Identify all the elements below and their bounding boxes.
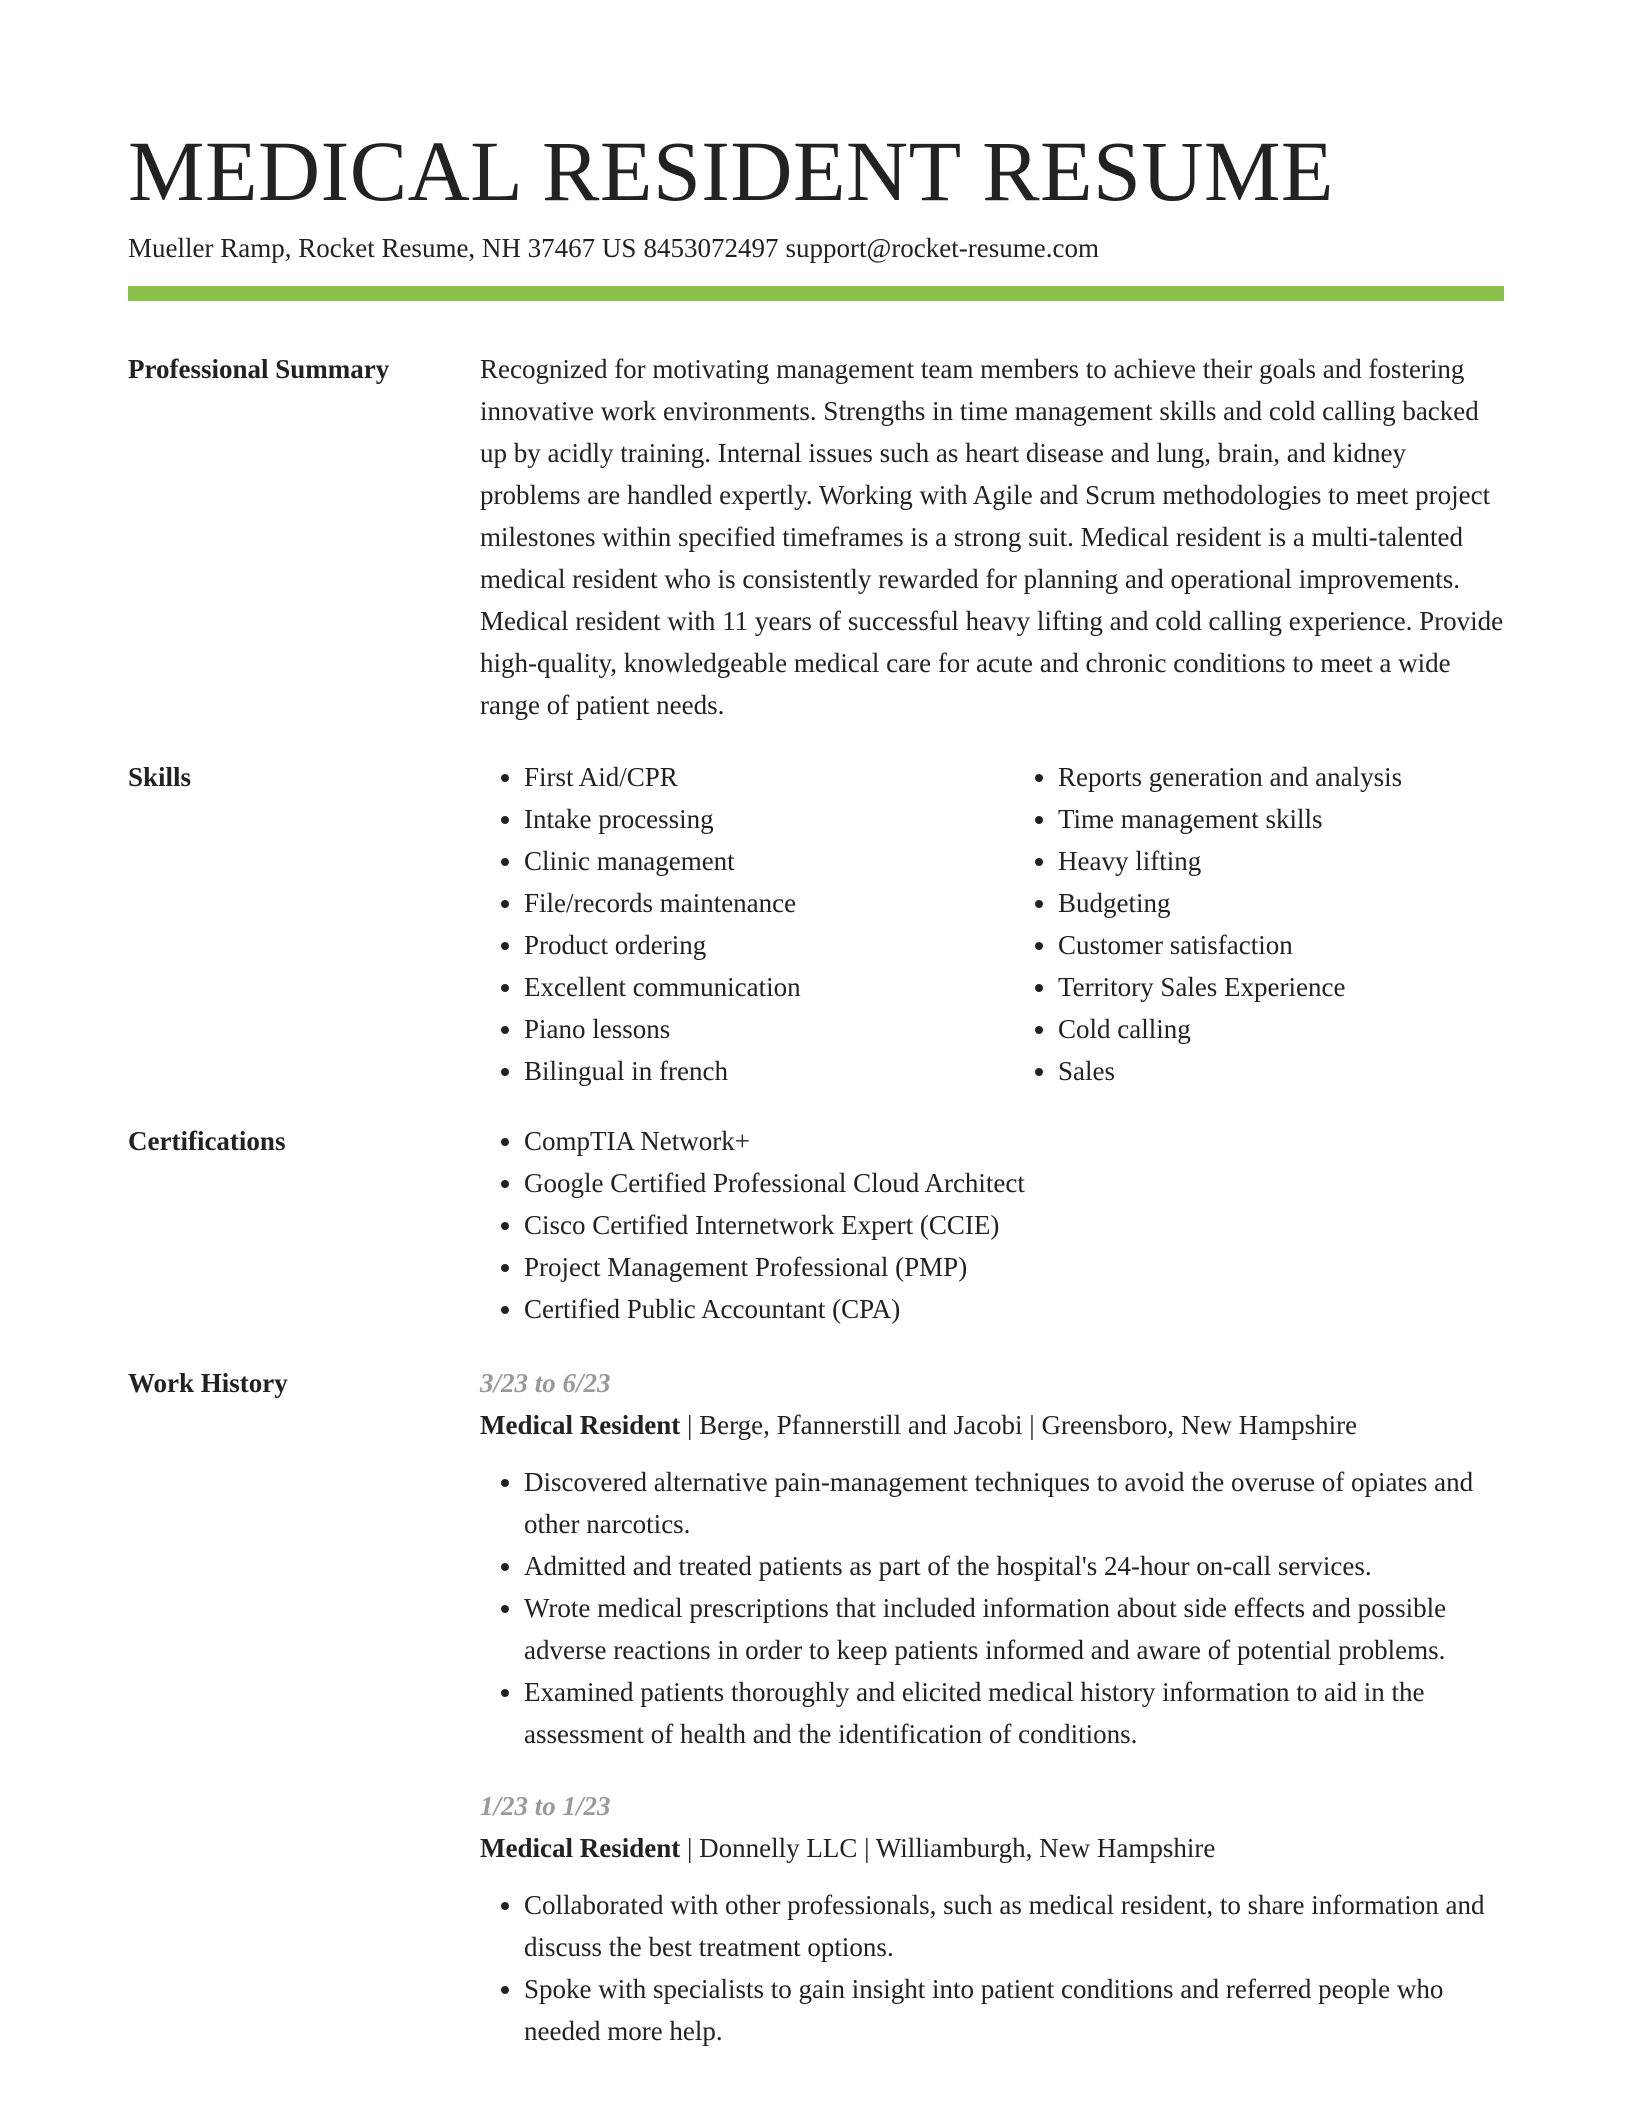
contact-address: Mueller Ramp, Rocket Resume, NH 37467 US	[128, 233, 637, 263]
job-dates: 1/23 to 1/23	[480, 1791, 611, 1821]
job-bullet: • Spoke with specialists to gain insight into patient conditions and referred people who needed more help.	[524, 1968, 1504, 2052]
job-dates: 3/23 to 6/23	[480, 1368, 611, 1398]
certifications-label: Certifications	[128, 1126, 286, 1156]
skill-item: • Reports generation and analysis	[1058, 756, 1504, 798]
skills-body	[480, 756, 1504, 1092]
summary-text: Recognized for motivating management team members to achieve their goals and fostering innovative work environments. Strengths in time management skills and cold calling backed up by acidly training. Internal issues such as heart disease and lung, brain, and kidney problems are handled expertly. Working with Agile and Scrum methodologies to meet project milestones within specified timeframes is a strong suit. Medical resident is a multi-talented medical resident who is consistently rewarded for planning and operational improvements. Medical resident with 11 years of successful heavy lifting and cold calling experience. Provide high-quality, knowledgeable medical care for acute and chronic conditions to meet a wide range of patient needs.	[480, 354, 1504, 720]
job-bullets	[480, 1461, 1504, 1755]
job-entry	[480, 1785, 1504, 2052]
job-bullet: • Admitted and treated patients as part of the hospital's 24-hour on-call services.	[524, 1545, 1504, 1587]
skill-item: • Excellent communication	[524, 966, 970, 1008]
header-divider	[128, 286, 1504, 301]
skill-item: • Cold calling	[1058, 1008, 1504, 1050]
skill-item: • First Aid/CPR	[524, 756, 970, 798]
skill-item: • Product ordering	[524, 924, 970, 966]
certification-item: • Google Certified Professional Cloud Architect	[524, 1162, 1504, 1204]
work-history-body	[480, 1362, 1504, 2082]
certifications-list	[480, 1120, 1504, 1330]
skill-item: • Bilingual in french	[524, 1050, 970, 1092]
skill-item: • Piano lessons	[524, 1008, 970, 1050]
job-bullet: • Examined patients thoroughly and elicited medical history information to aid in the assessment of health and the identification of conditions.	[524, 1671, 1504, 1755]
job-heading	[480, 1404, 1504, 1446]
certification-item: • Certified Public Accountant (CPA)	[524, 1288, 1504, 1330]
skill-item: • Time management skills	[1058, 798, 1504, 840]
job-title: Medical Resident	[480, 1410, 681, 1440]
certification-item: • Project Management Professional (PMP)	[524, 1246, 1504, 1288]
summary-label: Professional Summary	[128, 354, 390, 384]
resume-title: MEDICAL RESIDENT RESUME	[128, 123, 1334, 219]
job-details: | Berge, Pfannerstill and Jacobi | Greensboro, New Hampshire	[680, 1410, 1358, 1440]
job-bullet: • Discovered alternative pain-management techniques to avoid the overuse of opiates and other narcotics.	[524, 1461, 1504, 1545]
skill-item: • Territory Sales Experience	[1058, 966, 1504, 1008]
certifications-body	[480, 1120, 1504, 1330]
job-bullets	[480, 1884, 1504, 2052]
contact-phone: 8453072497	[643, 233, 779, 263]
skill-item: • Customer satisfaction	[1058, 924, 1504, 966]
work-history-label: Work History	[128, 1368, 288, 1398]
job-entry	[480, 1362, 1504, 1755]
job-details: | Donnelly LLC | Williamburgh, New Hampshire	[680, 1833, 1216, 1863]
certification-item: • Cisco Certified Internetwork Expert (CCIE)	[524, 1204, 1504, 1246]
job-heading	[480, 1827, 1504, 1869]
skills-list-1	[480, 756, 970, 1092]
skills-label: Skills	[128, 762, 192, 792]
job-title: Medical Resident	[480, 1833, 681, 1863]
job-bullet: • Wrote medical prescriptions that included information about side effects and possible adverse reactions in order to keep patients informed and aware of potential problems.	[524, 1587, 1504, 1671]
skill-item: • Budgeting	[1058, 882, 1504, 924]
skill-item: • File/records maintenance	[524, 882, 970, 924]
skill-item: • Clinic management	[524, 840, 970, 882]
contact-line	[128, 230, 1099, 266]
skill-item: • Heavy lifting	[1058, 840, 1504, 882]
summary-body	[480, 348, 1504, 726]
contact-email: support@rocket-resume.com	[785, 233, 1099, 263]
skill-item: • Intake processing	[524, 798, 970, 840]
skills-list-2	[1014, 756, 1504, 1092]
skill-item: • Sales	[1058, 1050, 1504, 1092]
job-bullet: • Collaborated with other professionals, such as medical resident, to share information and discuss the best treatment options.	[524, 1884, 1504, 1968]
certification-item: • CompTIA Network+	[524, 1120, 1504, 1162]
